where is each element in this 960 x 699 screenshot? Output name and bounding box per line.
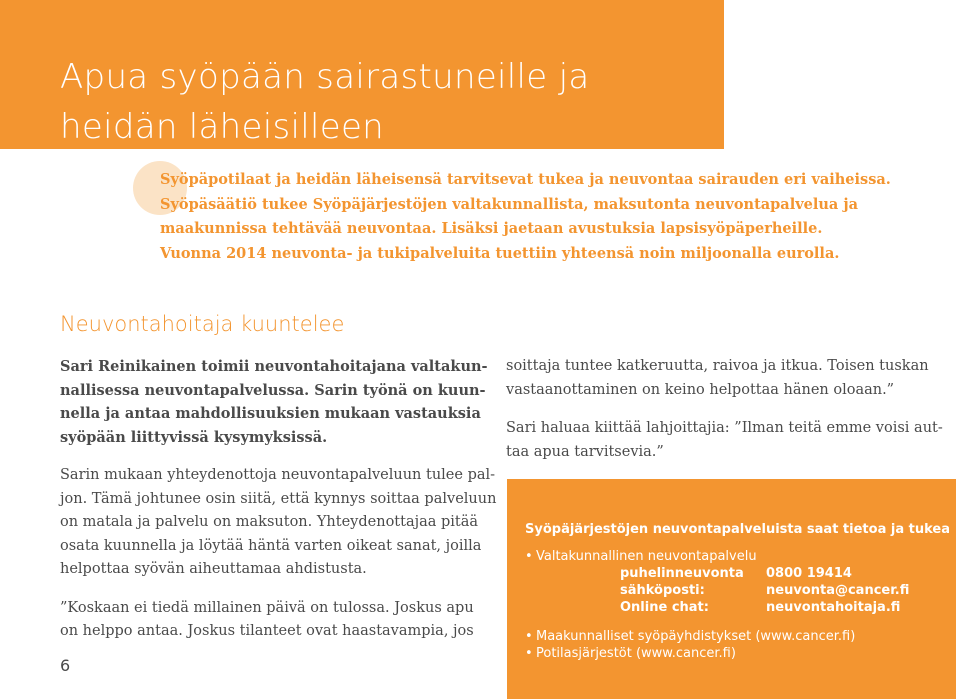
- intro-line: maakunnissa tehtävää neuvontaa. Lisäksi jaetaan avustuksia lapsisyöpäperheille.: [160, 220, 823, 237]
- info-box: [507, 479, 956, 699]
- intro-line: Vuonna 2014 neuvonta- ja tukipalveluita tuettiin yhteensä noin miljoonalla eurolla.: [160, 244, 840, 262]
- text-line: helpottaa syövän aiheuttamaa ahdistusta.: [60, 561, 367, 577]
- text-line: Sarin mukaan yhteydenottoja neuvontapalveluun tulee pal-: [60, 467, 496, 483]
- list-item-label: Valtakunnallinen neuvontapalvelu: [536, 549, 757, 564]
- page-title: [60, 52, 590, 152]
- bullet-icon: •: [525, 549, 533, 564]
- text-line: ”Koskaan ei tiedä millainen päivä on tulossa. Joskus apu: [60, 599, 474, 616]
- intro-paragraph: [160, 168, 891, 266]
- contact-details: [620, 565, 950, 616]
- info-list: [525, 548, 950, 662]
- spacer: [525, 616, 950, 628]
- contact-label: sähköposti:: [620, 583, 705, 598]
- spacer: [506, 402, 936, 417]
- list-item-label: Potilasjärjestöt (www.cancer.fi): [536, 646, 736, 661]
- text-line: on matala ja palvelu on maksuton. Yhteydenottajaa pitää: [60, 514, 479, 530]
- body-paragraph: [506, 417, 943, 464]
- page-number: 6: [60, 656, 71, 675]
- spacer: [60, 582, 490, 597]
- text-line: jon. Tämä johtunee osin siitä, että kynnys soittaa palveluun: [60, 490, 497, 507]
- title-line-2: heidän läheisilleen: [60, 107, 385, 147]
- contact-label: puhelinneuvonta: [620, 566, 744, 581]
- list-item: [525, 548, 950, 565]
- text-line: soittaja tuntee katkeruutta, raivoa ja itkua. Toisen tuskan: [506, 358, 929, 374]
- text-line: nella ja antaa mahdollisuuksien mukaan vastauksia: [60, 405, 481, 422]
- intro-line: Syöpäsäätiö tukee Syöpäjärjestöjen valtakunnallista, maksutonta neuvontapalvelua ja: [160, 195, 858, 213]
- chat-link[interactable]: neuvontahoitaja.fi: [766, 600, 901, 615]
- contact-row-email: [620, 582, 950, 599]
- title-banner: [0, 0, 724, 149]
- bullet-icon: •: [525, 629, 533, 644]
- list-item-label: Maakunnalliset syöpäyhdistykset (www.cancer.fi): [536, 629, 856, 644]
- body-paragraph: [506, 355, 936, 402]
- bullet-icon: •: [525, 646, 533, 661]
- phone-number[interactable]: 0800 19414: [766, 566, 852, 581]
- contact-label: Online chat:: [620, 600, 709, 615]
- lead-paragraph: [60, 355, 490, 449]
- intro-line: Syöpäpotilaat ja heidän läheisensä tarvitsevat tukea ja neuvontaa sairauden eri vaiheissa.: [160, 171, 891, 188]
- text-line: syöpään liittyvissä kysymyksissä.: [60, 428, 328, 446]
- title-line-1: Apua syöpään sairastuneille ja: [60, 57, 590, 97]
- text-line: nallisessa neuvontapalvelussa. Sarin työnä on kuun-: [60, 381, 486, 399]
- text-line: taa apua tarvitsevia.”: [506, 443, 664, 460]
- text-line: Sari Reinikainen toimii neuvontahoitajana valtakun-: [60, 358, 488, 375]
- text-line: vastaanottaminen on keino helpottaa hänen oloaan.”: [506, 381, 895, 398]
- section-heading: Neuvontahoitaja kuuntelee: [60, 312, 345, 336]
- contact-row-chat: [620, 599, 950, 616]
- contact-row-phone: [620, 565, 950, 582]
- email-link[interactable]: neuvonta@cancer.fi: [766, 583, 910, 598]
- list-item: [525, 628, 950, 645]
- info-box-title: Syöpäjärjestöjen neuvontapalveluista saat tietoa ja tukea: [525, 522, 950, 537]
- list-item: [525, 645, 950, 662]
- right-column: [506, 355, 943, 464]
- quote-paragraph: [60, 597, 490, 644]
- body-paragraph: [60, 464, 497, 582]
- left-column: [60, 355, 497, 644]
- spacer: [60, 449, 490, 464]
- text-line: osata kuunnella ja löytää häntä varten oikeat sanat, joilla: [60, 537, 482, 554]
- text-line: Sari haluaa kiittää lahjoittajia: ”Ilman teitä emme voisi aut-: [506, 420, 943, 436]
- text-line: on helppo antaa. Joskus tilanteet ovat haastavampia, jos: [60, 623, 474, 639]
